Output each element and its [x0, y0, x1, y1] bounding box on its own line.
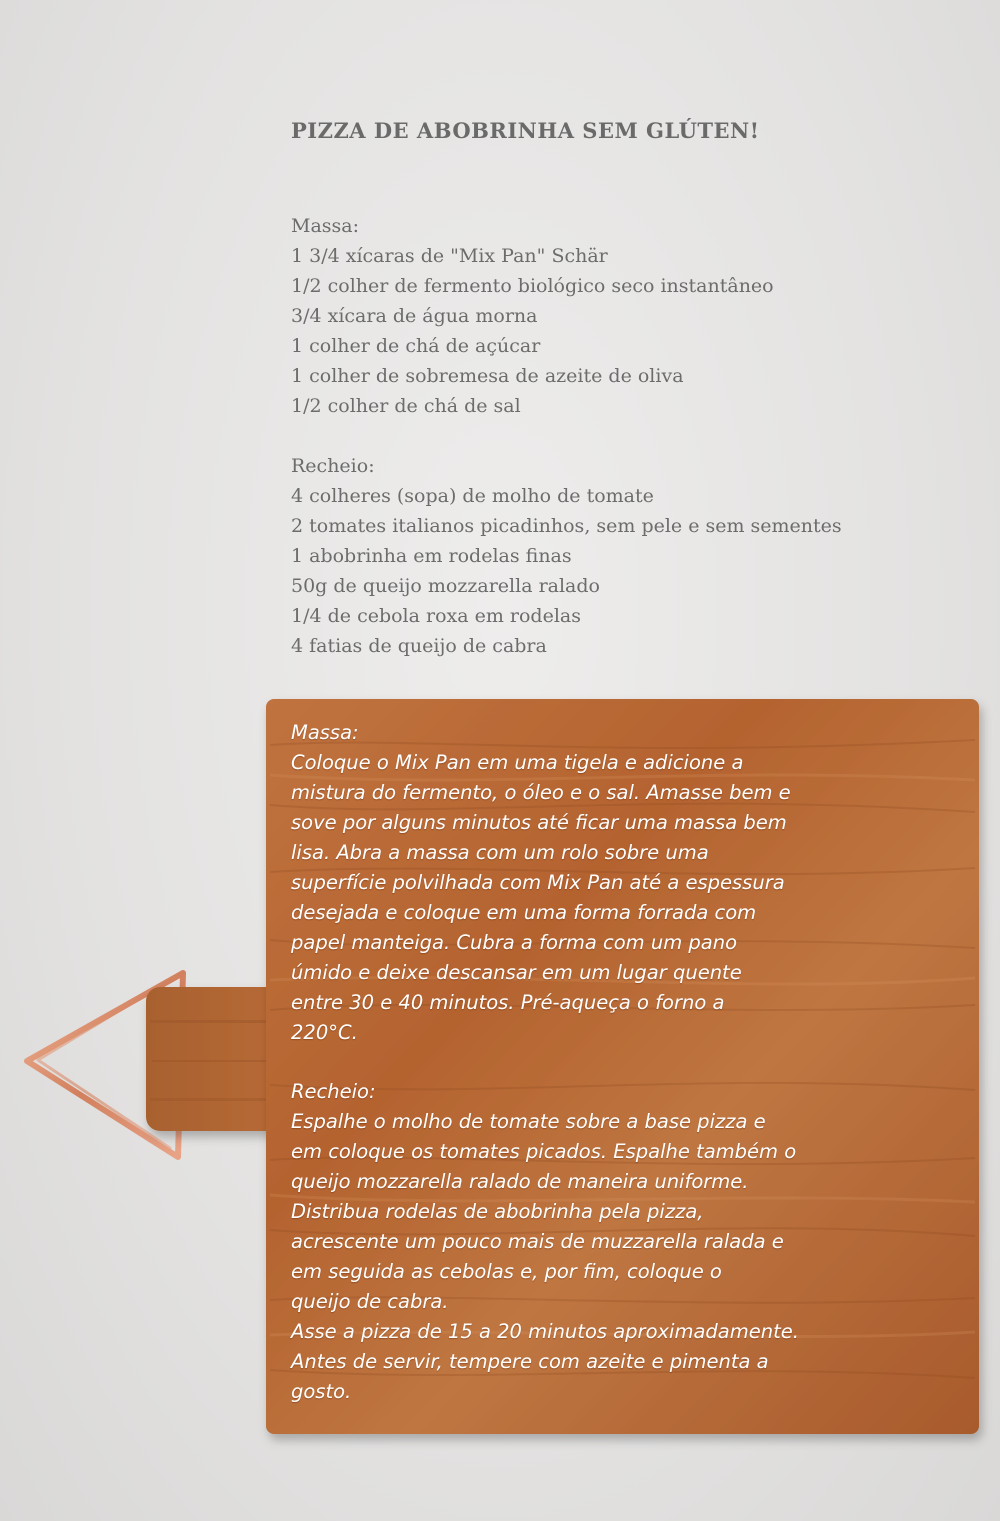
instructions-recheio-heading: Recheio:: [291, 1080, 376, 1103]
ingredient-item: 1/4 de cebola roxa em rodelas: [291, 605, 581, 627]
instruction-line: superfície polvilhada com Mix Pan até a espessura: [291, 871, 785, 894]
instruction-line: Asse a pizza de 15 a 20 minutos aproximadamente.: [291, 1320, 799, 1343]
ingredient-item: 4 fatias de queijo de cabra: [291, 635, 547, 657]
instructions-massa-heading: Massa:: [291, 721, 359, 744]
board-handle: [146, 987, 286, 1131]
instruction-line: sove por alguns minutos até ficar uma massa bem: [291, 811, 787, 834]
instruction-line: Distribua rodelas de abobrinha pela pizza,: [291, 1200, 704, 1223]
ingredients-recheio-heading: Recheio:: [291, 455, 375, 477]
ingredient-item: 4 colheres (sopa) de molho de tomate: [291, 485, 654, 507]
instruction-line: mistura do fermento, o óleo e o sal. Amasse bem e: [291, 781, 791, 804]
instruction-line: úmido e deixe descansar em um lugar quente: [291, 961, 742, 984]
ingredient-item: 1/2 colher de fermento biológico seco instantâneo: [291, 275, 774, 297]
instruction-line: lisa. Abra a massa com um rolo sobre uma: [291, 841, 709, 864]
instruction-line: desejada e coloque em uma forma forrada com: [291, 901, 757, 924]
ingredient-item: 1/2 colher de chá de sal: [291, 395, 521, 417]
instruction-line: gosto.: [291, 1380, 352, 1403]
ingredient-item: 3/4 xícara de água morna: [291, 305, 538, 327]
instruction-line: entre 30 e 40 minutos. Pré-aqueça o forno a: [291, 991, 725, 1014]
instruction-line: queijo mozzarella ralado de maneira uniforme.: [291, 1170, 749, 1193]
ingredient-item: 50g de queijo mozzarella ralado: [291, 575, 600, 597]
instruction-line: em coloque os tomates picados. Espalhe também o: [291, 1140, 797, 1163]
instruction-line: Coloque o Mix Pan em uma tigela e adicione a: [291, 751, 744, 774]
recipe-title: PIZZA DE ABOBRINHA SEM GLÚTEN!: [291, 118, 760, 143]
ingredients-massa-heading: Massa:: [291, 215, 360, 237]
instruction-line: 220°C.: [291, 1021, 358, 1044]
instruction-line: papel manteiga. Cubra a forma com um pano: [291, 931, 738, 954]
instruction-line: Antes de servir, tempere com azeite e pimenta a: [291, 1350, 769, 1373]
ingredient-item: 1 colher de chá de açúcar: [291, 335, 541, 357]
instructions-recheio: [291, 1077, 971, 1407]
instruction-line: em seguida as cebolas e, por fim, coloque o: [291, 1260, 722, 1283]
ingredient-item: 1 3/4 xícaras de "Mix Pan" Schär: [291, 245, 608, 267]
instruction-line: Espalhe o molho de tomate sobre a base pizza e: [291, 1110, 766, 1133]
instruction-line: acrescente um pouco mais de muzzarella ralada e: [291, 1230, 784, 1253]
ingredient-item: 1 abobrinha em rodelas finas: [291, 545, 572, 567]
instruction-line: queijo de cabra.: [291, 1290, 449, 1313]
ingredient-item: 1 colher de sobremesa de azeite de oliva: [291, 365, 684, 387]
instructions-massa: [291, 718, 971, 1048]
ingredient-item: 2 tomates italianos picadinhos, sem pele e sem sementes: [291, 515, 842, 537]
